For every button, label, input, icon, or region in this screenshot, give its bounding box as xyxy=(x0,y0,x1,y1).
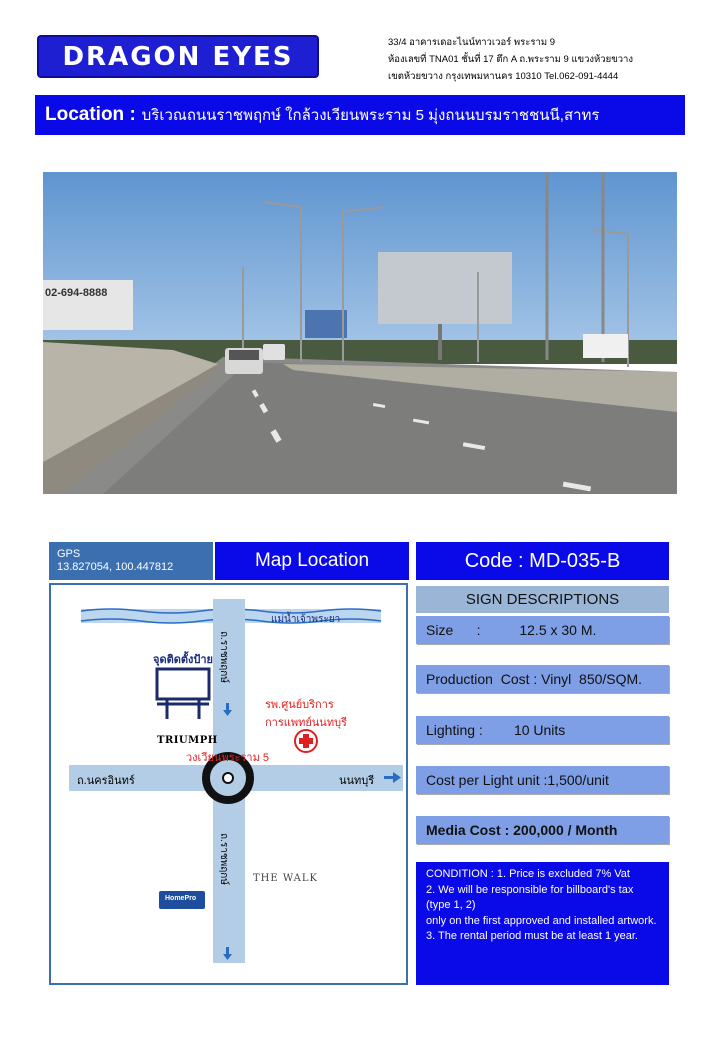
map-title: Map Location xyxy=(215,542,409,580)
address-line: ห้องเลขที่ TNA01 ชั้นที่ 17 ตึก A ถ.พระราม 9 แขวงห้วยขวาง xyxy=(388,54,634,65)
gps-label: GPS xyxy=(57,548,81,560)
condition-line: 2. We will be responsible for billboard's tax (type 1, 2) xyxy=(426,883,634,911)
lighting-text: Lighting : 10 Units xyxy=(426,722,566,738)
billboard-code: Code : MD-035-B xyxy=(416,542,669,580)
cost-per-light-text: Cost per Light unit :1,500/unit xyxy=(426,772,609,788)
company-address xyxy=(388,34,698,85)
road-label-left: ถ.นครอินทร์ xyxy=(77,775,135,787)
sign-descriptions-heading: SIGN DESCRIPTIONS xyxy=(416,586,669,613)
billboard-icon xyxy=(157,669,209,719)
billboard-label: จุดติดตั้งป้าย xyxy=(153,654,213,666)
location-bar xyxy=(35,95,685,135)
size-row xyxy=(416,616,669,644)
location-text: บริเวณถนนราชพฤกษ์ ใกล้วงเวียนพระราม 5 มุ่งถนนบรมราชชนนี,สาทร xyxy=(141,107,600,124)
highway-photo-illustration xyxy=(43,172,677,494)
company-logo: DRAGON EYES xyxy=(37,35,319,78)
gps-box xyxy=(49,542,213,580)
production-cost-row xyxy=(416,665,669,693)
address-line: เขตห้วยขวาง กรุงเทพมหานคร 10310 Tel.062-091-4444 xyxy=(388,71,619,82)
condition-line: only on the first approved and installed artwork. xyxy=(426,914,657,927)
production-cost-text: Production Cost : Vinyl 850/SQM. xyxy=(426,671,643,687)
site-photo xyxy=(43,172,677,494)
lighting-row xyxy=(416,716,669,744)
media-cost-row xyxy=(416,816,669,844)
river-label: แม่น้ำเจ้าพระยา xyxy=(271,614,341,625)
road-label-bottom: ถ.ราชพฤกษ์ xyxy=(218,833,229,885)
address-line: 33/4 อาคารเดอะไนน์ทาวเวอร์ พระราม 9 xyxy=(388,37,556,48)
location-map xyxy=(49,583,408,985)
size-text: Size : 12.5 x 30 M. xyxy=(426,622,597,638)
triumph-logo: TRIUMPH xyxy=(157,735,218,746)
hospital-icon xyxy=(295,730,317,752)
road-label-right: นนทบุรี xyxy=(339,775,375,787)
location-label: Location : xyxy=(45,104,136,125)
road-label-top: ถ.ราชพฤกษ์ xyxy=(218,631,229,683)
thewalk-logo: THE WALK xyxy=(253,873,318,884)
gps-coordinates: 13.827054, 100.447812 xyxy=(57,561,174,573)
cost-per-light-row xyxy=(416,766,669,794)
condition-line: 3. The rental period must be at least 1 year. xyxy=(426,930,638,942)
roundabout-label: วงเวียนพระราม 5 xyxy=(186,752,270,764)
hospital-label-2: การแพทย์นนทบุรี xyxy=(265,717,347,729)
condition-line: CONDITION : 1. Price is excluded 7% Vat xyxy=(426,868,630,880)
hospital-label-1: รพ.ศูนย์บริการ xyxy=(265,699,334,711)
billboard-phone: 02-694-8888 xyxy=(45,287,108,299)
homepro-label: HomePro xyxy=(165,895,197,902)
condition-box xyxy=(416,862,669,985)
media-cost-text: Media Cost : 200,000 / Month xyxy=(426,822,618,838)
